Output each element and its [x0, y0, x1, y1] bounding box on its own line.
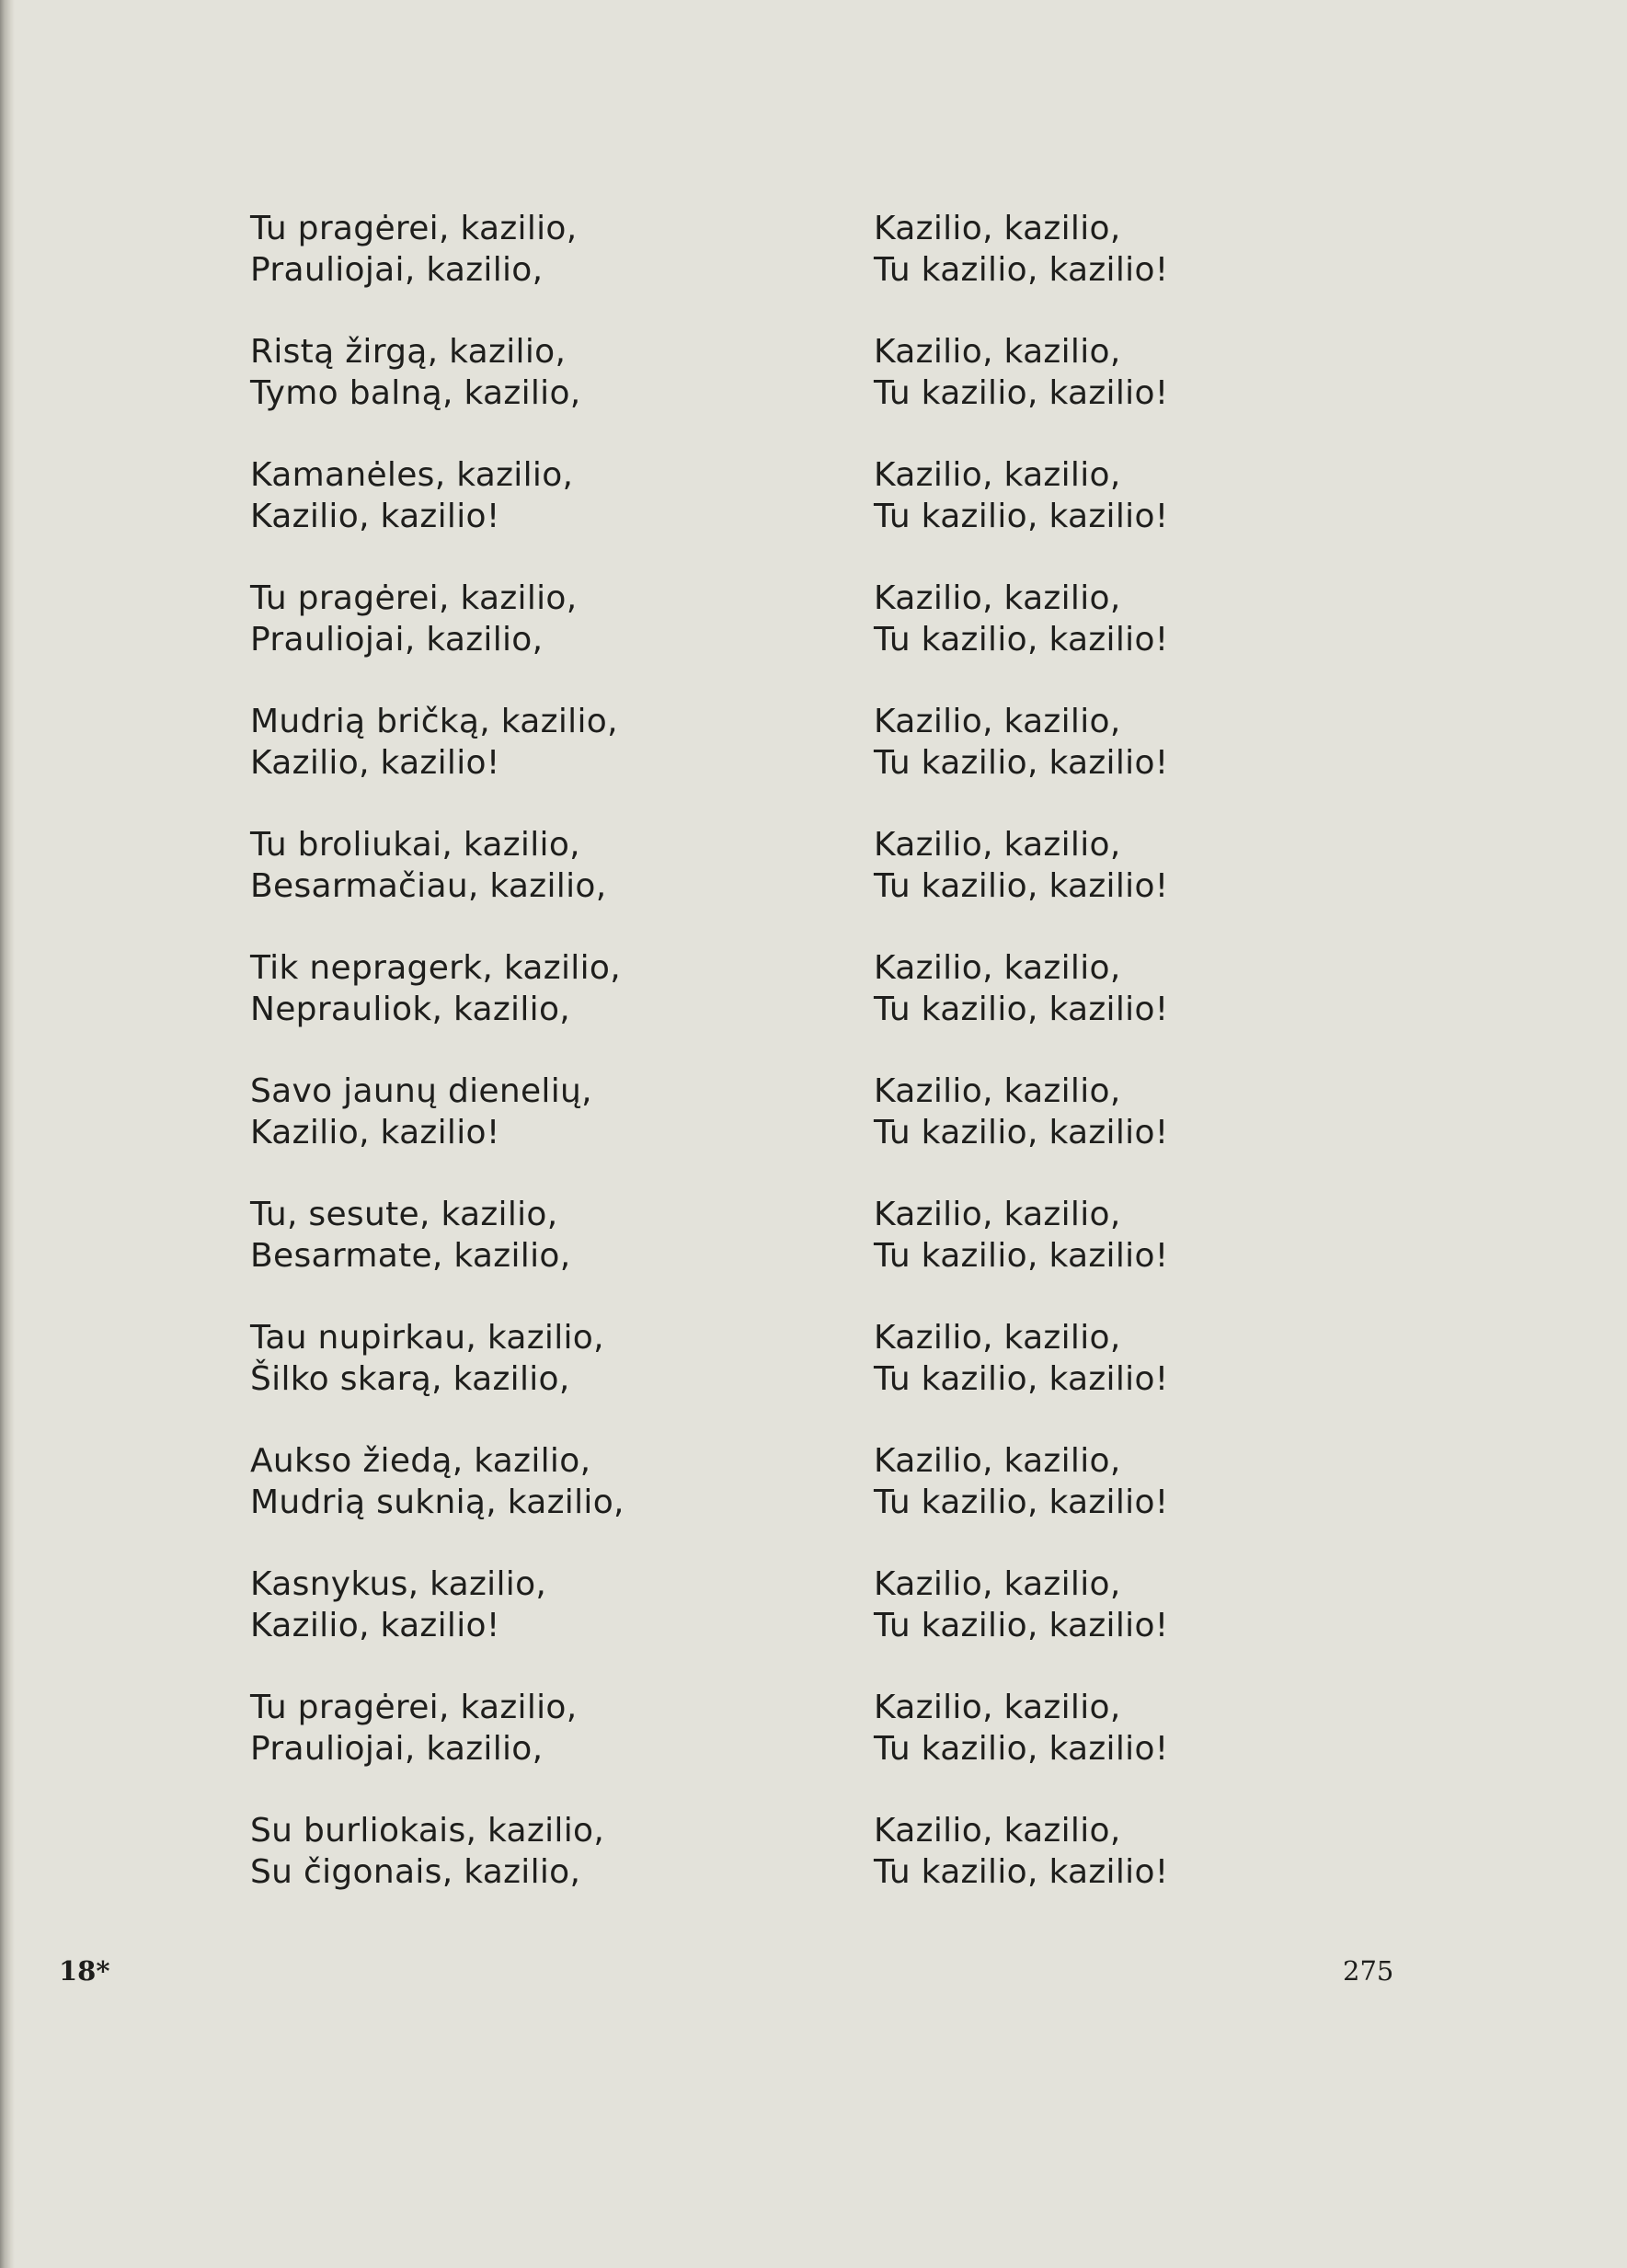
left-verse-line: Tu pragėrei, kazilio,: [250, 1689, 578, 1726]
right-verse-line: Tu kazilio, kazilio!: [874, 498, 1169, 535]
right-stanza: [874, 1194, 1389, 1317]
left-verse-line: Kazilio, kazilio!: [250, 1607, 500, 1644]
left-stanza: [250, 331, 765, 454]
left-verse-line: Mudrią suknią, kazilio,: [250, 1483, 624, 1521]
right-stanza: [874, 1317, 1389, 1440]
left-stanza: [250, 578, 765, 701]
left-stanza: [250, 208, 765, 331]
left-verse-line: Su čigonais, kazilio,: [250, 1853, 581, 1891]
right-verse-line: Tu kazilio, kazilio!: [874, 1237, 1169, 1275]
right-verse-line: Tu kazilio, kazilio!: [874, 744, 1169, 782]
right-refrain-column: [874, 208, 1389, 1933]
left-verse-line: Kazilio, kazilio!: [250, 1114, 500, 1151]
right-verse-line: Kazilio, kazilio,: [874, 456, 1121, 494]
right-stanza: [874, 578, 1389, 701]
right-verse-line: Kazilio, kazilio,: [874, 1072, 1121, 1110]
right-stanza: [874, 1440, 1389, 1564]
signature-mark: 18*: [59, 1955, 110, 1987]
page-number: 275: [1343, 1955, 1394, 1987]
left-verse-line: Tau nupirkau, kazilio,: [250, 1319, 604, 1357]
left-stanza: [250, 1071, 765, 1194]
left-verse-line: Besarmate, kazilio,: [250, 1237, 571, 1275]
right-verse-line: Kazilio, kazilio,: [874, 1689, 1121, 1726]
left-verse-line: Tu broliukai, kazilio,: [250, 826, 580, 864]
right-verse-line: Kazilio, kazilio,: [874, 826, 1121, 864]
right-stanza: [874, 701, 1389, 824]
left-verse-line: Su burliokais, kazilio,: [250, 1812, 605, 1850]
right-verse-line: Kazilio, kazilio,: [874, 1319, 1121, 1357]
right-verse-line: Tu kazilio, kazilio!: [874, 1607, 1169, 1644]
left-verse-column: [250, 208, 765, 1933]
left-verse-line: Prauliojai, kazilio,: [250, 621, 544, 659]
left-verse-line: Ristą žirgą, kazilio,: [250, 333, 567, 371]
left-verse-line: Tik nepragerk, kazilio,: [250, 949, 621, 987]
right-verse-line: Tu kazilio, kazilio!: [874, 991, 1169, 1028]
left-stanza: [250, 824, 765, 947]
left-verse-line: Tu pragėrei, kazilio,: [250, 210, 578, 247]
right-verse-line: Kazilio, kazilio,: [874, 333, 1121, 371]
right-stanza: [874, 331, 1389, 454]
right-verse-line: Tu kazilio, kazilio!: [874, 867, 1169, 905]
left-verse-line: Prauliojai, kazilio,: [250, 1730, 544, 1768]
right-verse-line: Kazilio, kazilio,: [874, 1196, 1121, 1233]
left-stanza: [250, 947, 765, 1071]
right-stanza: [874, 824, 1389, 947]
right-stanza: [874, 1564, 1389, 1687]
right-verse-line: Tu kazilio, kazilio!: [874, 1730, 1169, 1768]
left-verse-line: Neprauliok, kazilio,: [250, 991, 571, 1028]
left-stanza: [250, 454, 765, 578]
right-verse-line: Tu kazilio, kazilio!: [874, 1114, 1169, 1151]
right-verse-line: Tu kazilio, kazilio!: [874, 374, 1169, 412]
left-verse-line: Šilko skarą, kazilio,: [250, 1360, 570, 1398]
left-stanza: [250, 1564, 765, 1687]
left-stanza: [250, 1687, 765, 1810]
right-verse-line: Tu kazilio, kazilio!: [874, 1853, 1169, 1891]
left-verse-line: Savo jaunų dienelių,: [250, 1072, 592, 1110]
left-stanza: [250, 1317, 765, 1440]
right-stanza: [874, 1687, 1389, 1810]
right-verse-line: Kazilio, kazilio,: [874, 703, 1121, 740]
right-stanza: [874, 208, 1389, 331]
right-verse-line: Tu kazilio, kazilio!: [874, 1360, 1169, 1398]
left-verse-line: Mudrią bričką, kazilio,: [250, 703, 618, 740]
left-verse-line: Prauliojai, kazilio,: [250, 251, 544, 289]
left-stanza: [250, 1194, 765, 1317]
left-verse-line: Kazilio, kazilio!: [250, 744, 500, 782]
right-verse-line: Tu kazilio, kazilio!: [874, 251, 1169, 289]
left-verse-line: Kasnykus, kazilio,: [250, 1565, 547, 1603]
left-verse-line: Tymo balną, kazilio,: [250, 374, 581, 412]
right-verse-line: Kazilio, kazilio,: [874, 210, 1121, 247]
right-stanza: [874, 1810, 1389, 1933]
left-verse-line: Kamanėles, kazilio,: [250, 456, 574, 494]
left-verse-line: Besarmačiau, kazilio,: [250, 867, 607, 905]
right-verse-line: Tu kazilio, kazilio!: [874, 621, 1169, 659]
right-verse-line: Tu kazilio, kazilio!: [874, 1483, 1169, 1521]
right-stanza: [874, 454, 1389, 578]
right-stanza: [874, 1071, 1389, 1194]
left-stanza: [250, 1440, 765, 1564]
left-stanza: [250, 1810, 765, 1933]
left-verse-line: Aukso žiedą, kazilio,: [250, 1442, 591, 1480]
left-verse-line: Tu, sesute, kazilio,: [250, 1196, 558, 1233]
left-verse-line: Tu pragėrei, kazilio,: [250, 579, 578, 617]
right-verse-line: Kazilio, kazilio,: [874, 1442, 1121, 1480]
right-verse-line: Kazilio, kazilio,: [874, 1565, 1121, 1603]
right-verse-line: Kazilio, kazilio,: [874, 949, 1121, 987]
right-verse-line: Kazilio, kazilio,: [874, 579, 1121, 617]
left-verse-line: Kazilio, kazilio!: [250, 498, 500, 535]
right-stanza: [874, 947, 1389, 1071]
right-verse-line: Kazilio, kazilio,: [874, 1812, 1121, 1850]
left-stanza: [250, 701, 765, 824]
